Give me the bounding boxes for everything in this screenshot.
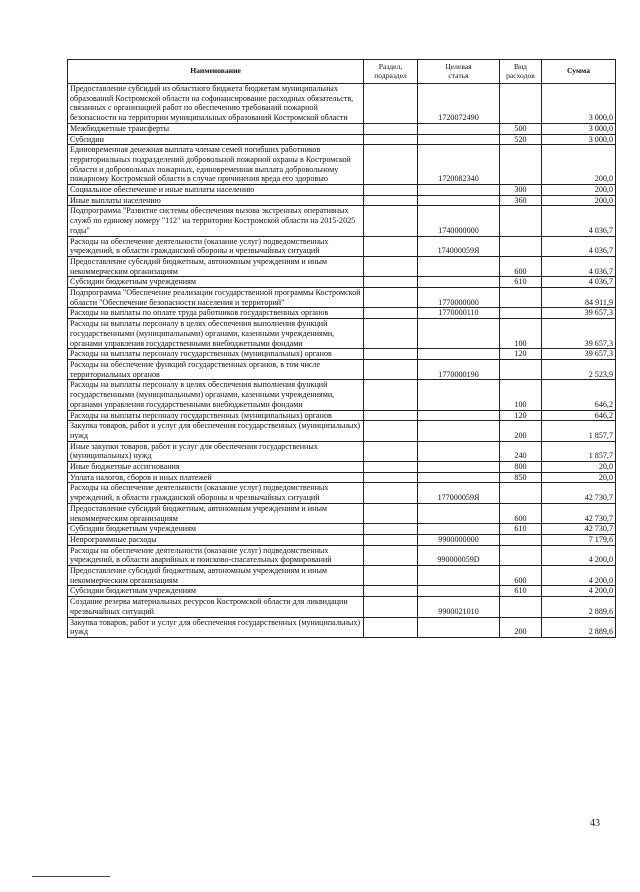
table-row xyxy=(68,236,616,256)
row-name-cell: Предоставление субсидий бюджетным, автономным учреждениям и иным некоммерческим организациям xyxy=(68,566,364,586)
table-row xyxy=(68,524,616,535)
row-target-cell xyxy=(418,195,500,206)
row-section-cell xyxy=(364,380,418,410)
footer-line xyxy=(32,876,110,877)
row-type-cell: 500 xyxy=(500,123,542,134)
row-target-cell xyxy=(418,123,500,134)
row-target-cell xyxy=(418,524,500,535)
row-section-cell xyxy=(364,597,418,617)
row-section-cell xyxy=(364,206,418,236)
row-type-cell xyxy=(500,84,542,124)
row-name-cell: Социальное обеспечение и иные выплаты населению xyxy=(68,185,364,196)
row-type-cell: 610 xyxy=(500,277,542,288)
row-sum-cell: 4 036,7 xyxy=(542,256,616,276)
row-sum-cell: 7 179,6 xyxy=(542,534,616,545)
row-sum-cell: 200,0 xyxy=(542,185,616,196)
row-sum-cell: 42 730,7 xyxy=(542,524,616,535)
table-row xyxy=(68,206,616,236)
row-target-cell xyxy=(418,472,500,483)
row-target-cell: 9900000000 xyxy=(418,534,500,545)
row-name-cell: Расходы на выплаты персоналу государственных (муниципальных) органов xyxy=(68,349,364,360)
row-sum-cell: 42 730,7 xyxy=(542,483,616,503)
row-type-cell: 100 xyxy=(500,380,542,410)
row-name-cell: Расходы на обеспечение функций государственных органов, в том числе территориальных органов xyxy=(68,359,364,379)
table-row xyxy=(68,277,616,288)
row-type-cell: 800 xyxy=(500,462,542,473)
table-row xyxy=(68,185,616,196)
table-row xyxy=(68,534,616,545)
row-sum-cell: 20,0 xyxy=(542,472,616,483)
row-sum-cell: 4 036,7 xyxy=(542,206,616,236)
row-target-cell xyxy=(418,421,500,441)
table-row xyxy=(68,308,616,319)
row-type-cell: 120 xyxy=(500,410,542,421)
row-target-cell xyxy=(418,319,500,349)
row-section-cell xyxy=(364,308,418,319)
row-section-cell xyxy=(364,319,418,349)
row-type-cell: 850 xyxy=(500,472,542,483)
row-section-cell xyxy=(364,123,418,134)
row-target-cell: 1770000000 xyxy=(418,288,500,308)
table-row xyxy=(68,380,616,410)
header-name: Наименование xyxy=(68,60,364,84)
table-row xyxy=(68,359,616,379)
row-name-cell: Расходы на обеспечение деятельности (оказание услуг) подведомственных учреждений, в области гражданской обороны и чрезвычайных ситуаций xyxy=(68,483,364,503)
budget-table xyxy=(67,59,616,638)
row-sum-cell: 4 036,7 xyxy=(542,236,616,256)
row-type-cell xyxy=(500,288,542,308)
row-type-cell: 520 xyxy=(500,134,542,145)
row-section-cell xyxy=(364,472,418,483)
table-row xyxy=(68,319,616,349)
row-type-cell xyxy=(500,145,542,185)
row-target-cell xyxy=(418,277,500,288)
row-target-cell: 1720082340 xyxy=(418,145,500,185)
row-type-cell: 600 xyxy=(500,256,542,276)
row-target-cell xyxy=(418,410,500,421)
table-row xyxy=(68,483,616,503)
row-section-cell xyxy=(364,441,418,461)
row-sum-cell: 4 200,0 xyxy=(542,586,616,597)
row-section-cell xyxy=(364,524,418,535)
row-sum-cell: 2 889,6 xyxy=(542,597,616,617)
table-row xyxy=(68,195,616,206)
row-name-cell: Иные бюджетные ассигнования xyxy=(68,462,364,473)
table-body xyxy=(68,84,616,638)
row-section-cell xyxy=(364,503,418,523)
row-sum-cell: 646,2 xyxy=(542,410,616,421)
row-sum-cell: 20,0 xyxy=(542,462,616,473)
row-target-cell xyxy=(418,380,500,410)
row-name-cell: Иные закупки товаров, работ и услуг для обеспечения государственных (муниципальных) нужд xyxy=(68,441,364,461)
row-sum-cell: 2 889,6 xyxy=(542,617,616,637)
row-type-cell: 610 xyxy=(500,586,542,597)
table-row xyxy=(68,84,616,124)
table-row xyxy=(68,410,616,421)
row-target-cell: 9900021010 xyxy=(418,597,500,617)
header-sum: Сумма xyxy=(542,60,616,84)
row-name-cell: Закупка товаров, работ и услуг для обеспечения государственных (муниципальных) нужд xyxy=(68,421,364,441)
row-section-cell xyxy=(364,462,418,473)
row-target-cell: 1740000000 xyxy=(418,206,500,236)
row-target-cell xyxy=(418,462,500,473)
row-sum-cell: 39 657,3 xyxy=(542,319,616,349)
table-row xyxy=(68,586,616,597)
header-target: Целевая статья xyxy=(418,60,500,84)
row-sum-cell: 4 036,7 xyxy=(542,277,616,288)
row-type-cell xyxy=(500,359,542,379)
row-target-cell xyxy=(418,134,500,145)
row-target-cell: 1770000110 xyxy=(418,308,500,319)
row-section-cell xyxy=(364,410,418,421)
row-name-cell: Расходы на выплаты персоналу в целях обеспечения выполнения функций государственными (муниципальными) органами, казенными учреждениями, органами управления государственными внебюджетными фондами xyxy=(68,319,364,349)
row-type-cell: 610 xyxy=(500,524,542,535)
row-target-cell xyxy=(418,441,500,461)
table-row xyxy=(68,597,616,617)
row-name-cell: Межбюджетные трансферты xyxy=(68,123,364,134)
row-sum-cell: 4 200,0 xyxy=(542,566,616,586)
row-sum-cell: 3 000,0 xyxy=(542,123,616,134)
row-section-cell xyxy=(364,236,418,256)
row-sum-cell: 1 857,7 xyxy=(542,421,616,441)
table-row xyxy=(68,441,616,461)
row-type-cell xyxy=(500,308,542,319)
row-target-cell xyxy=(418,256,500,276)
row-type-cell xyxy=(500,483,542,503)
row-target-cell xyxy=(418,185,500,196)
row-section-cell xyxy=(364,185,418,196)
row-sum-cell: 4 200,0 xyxy=(542,545,616,565)
row-name-cell: Субсидии бюджетным учреждениям xyxy=(68,524,364,535)
row-target-cell xyxy=(418,617,500,637)
row-name-cell: Субсидии бюджетным учреждениям xyxy=(68,586,364,597)
row-name-cell: Предоставление субсидий бюджетным, автономным учреждениям и иным некоммерческим организациям xyxy=(68,503,364,523)
row-section-cell xyxy=(364,288,418,308)
row-type-cell xyxy=(500,545,542,565)
row-target-cell: 1720072490 xyxy=(418,84,500,124)
row-name-cell: Расходы на обеспечение деятельности (оказание услуг) подведомственных учреждений, в области гражданской обороны и чрезвычайных ситуаций xyxy=(68,236,364,256)
row-type-cell: 600 xyxy=(500,566,542,586)
row-section-cell xyxy=(364,145,418,185)
row-section-cell xyxy=(364,566,418,586)
row-target-cell: 1770000190 xyxy=(418,359,500,379)
row-name-cell: Расходы на выплаты персоналу в целях обеспечения выполнения функций государственными (муниципальными) органами, казенными учреждениями, органами управления государственными внебюджетными фондами xyxy=(68,380,364,410)
row-type-cell: 600 xyxy=(500,503,542,523)
table-row xyxy=(68,472,616,483)
table-row xyxy=(68,503,616,523)
row-type-cell: 200 xyxy=(500,421,542,441)
row-section-cell xyxy=(364,617,418,637)
row-section-cell xyxy=(364,134,418,145)
row-name-cell: Предоставление субсидий из областного бюджета бюджетам муниципальных образований Костромской области на софинансирование расходных обязательств, связанных с организацией работ по обеспечению требований пожарной безопасности на территории муниципальных образований Костромской области xyxy=(68,84,364,124)
row-sum-cell: 84 911,9 xyxy=(542,288,616,308)
table-row xyxy=(68,145,616,185)
row-section-cell xyxy=(364,256,418,276)
row-target-cell: 990000059D xyxy=(418,545,500,565)
row-name-cell: Расходы на обеспечение деятельности (оказание услуг) подведомственных учреждений, в области аварийных и поисково-спасательных формирований xyxy=(68,545,364,565)
row-type-cell xyxy=(500,597,542,617)
row-type-cell xyxy=(500,236,542,256)
row-sum-cell: 1 857,7 xyxy=(542,441,616,461)
table-row xyxy=(68,566,616,586)
row-name-cell: Иные выплаты населению xyxy=(68,195,364,206)
table-row xyxy=(68,256,616,276)
row-sum-cell: 3 000,0 xyxy=(542,84,616,124)
row-sum-cell: 42 730,7 xyxy=(542,503,616,523)
row-name-cell: Предоставление субсидий бюджетным, автономным учреждениям и иным некоммерческим организациям xyxy=(68,256,364,276)
row-name-cell: Уплата налогов, сборов и иных платежей xyxy=(68,472,364,483)
table-header-row xyxy=(68,60,616,84)
table-row xyxy=(68,462,616,473)
table-row xyxy=(68,123,616,134)
row-name-cell: Закупка товаров, работ и услуг для обеспечения государственных (муниципальных) нужд xyxy=(68,617,364,637)
row-type-cell: 120 xyxy=(500,349,542,360)
row-name-cell: Единовременная денежная выплата членам семей погибших работников территориальных подразделений добровольной пожарной охраны в Костромской области и добровольных пожарных, единовременная выплата добровольному пожарному Костромской области в случае причинения вреда его здоровью xyxy=(68,145,364,185)
row-type-cell: 100 xyxy=(500,319,542,349)
table-row xyxy=(68,545,616,565)
row-section-cell xyxy=(364,84,418,124)
row-section-cell xyxy=(364,359,418,379)
row-target-cell xyxy=(418,503,500,523)
row-type-cell: 300 xyxy=(500,185,542,196)
table-row xyxy=(68,134,616,145)
row-section-cell xyxy=(364,349,418,360)
table-row xyxy=(68,617,616,637)
row-name-cell: Расходы на выплаты персоналу государственных (муниципальных) органов xyxy=(68,410,364,421)
row-sum-cell: 39 657,3 xyxy=(542,308,616,319)
table-row xyxy=(68,349,616,360)
row-sum-cell: 200,0 xyxy=(542,145,616,185)
row-section-cell xyxy=(364,483,418,503)
row-sum-cell: 3 000,0 xyxy=(542,134,616,145)
page-number: 43 xyxy=(590,818,600,829)
row-sum-cell: 646,2 xyxy=(542,380,616,410)
row-name-cell: Субсидии xyxy=(68,134,364,145)
table-row xyxy=(68,288,616,308)
row-type-cell: 360 xyxy=(500,195,542,206)
row-target-cell xyxy=(418,566,500,586)
row-type-cell: 200 xyxy=(500,617,542,637)
row-target-cell xyxy=(418,349,500,360)
row-sum-cell: 39 657,3 xyxy=(542,349,616,360)
row-name-cell: Расходы на выплаты по оплате труда работников государственных органов xyxy=(68,308,364,319)
row-type-cell xyxy=(500,206,542,236)
row-section-cell xyxy=(364,277,418,288)
row-name-cell: Подпрограмма "Обеспечение реализации государственной программы Костромской области "Обеспечение безопасности населения и территорий" xyxy=(68,288,364,308)
header-section: Раздел, подраздел xyxy=(364,60,418,84)
row-target-cell: 174000059Я xyxy=(418,236,500,256)
row-name-cell: Подпрограмма "Развитие системы обеспечения вызова экстренных оперативных служб по единому номеру "112" на территории Костромской области на 2015-2025 годы" xyxy=(68,206,364,236)
table-row xyxy=(68,421,616,441)
budget-table-container xyxy=(67,59,615,638)
row-type-cell: 240 xyxy=(500,441,542,461)
row-section-cell xyxy=(364,586,418,597)
row-section-cell xyxy=(364,421,418,441)
header-type: Вид расходов xyxy=(500,60,542,84)
row-sum-cell: 200,0 xyxy=(542,195,616,206)
row-name-cell: Субсидии бюджетным учреждениям xyxy=(68,277,364,288)
row-section-cell xyxy=(364,534,418,545)
row-section-cell xyxy=(364,195,418,206)
row-target-cell: 177000059Я xyxy=(418,483,500,503)
row-sum-cell: 2 523,9 xyxy=(542,359,616,379)
row-name-cell: Создание резерва материальных ресурсов Костромской области для ликвидации чрезвычайных ситуаций xyxy=(68,597,364,617)
row-section-cell xyxy=(364,545,418,565)
row-target-cell xyxy=(418,586,500,597)
row-type-cell xyxy=(500,534,542,545)
row-name-cell: Непрограммные расходы xyxy=(68,534,364,545)
